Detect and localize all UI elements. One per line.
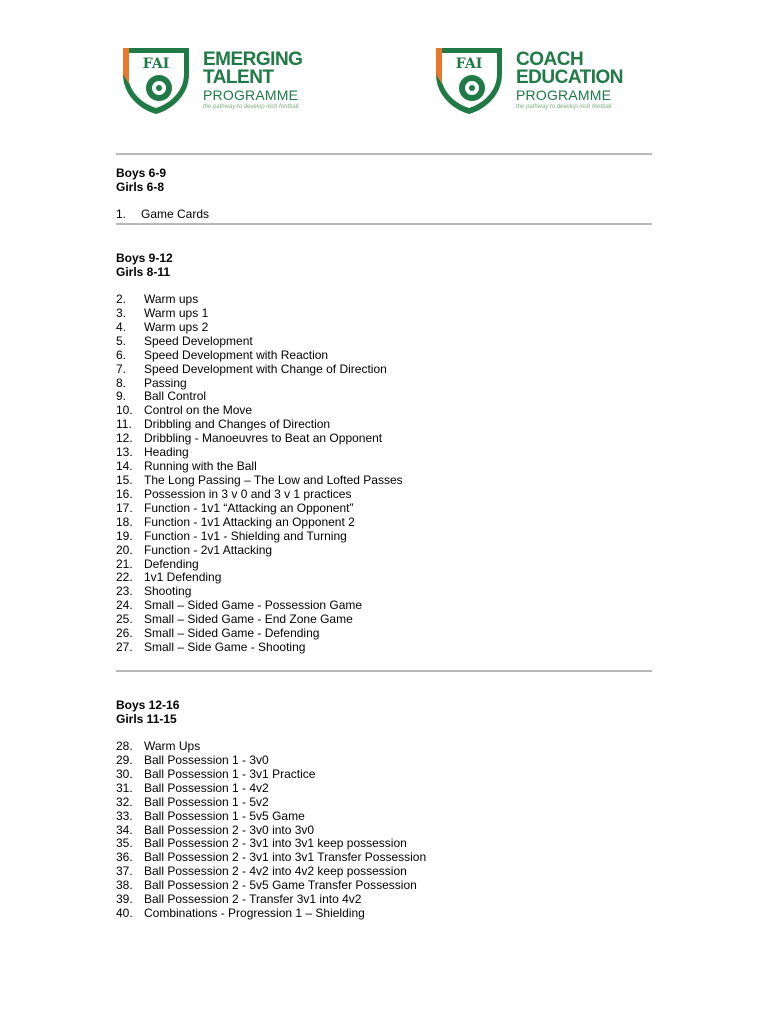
- item-title: Speed Development with Reaction: [144, 347, 329, 362]
- item-title: Ball Control: [144, 389, 207, 404]
- item-title: Ball Possession 2 - 3v0 into 3v0: [144, 822, 315, 837]
- list-item: [116, 865, 656, 879]
- list-item: [116, 754, 656, 768]
- item-number: 19.: [116, 528, 133, 543]
- item-number: 35.: [116, 836, 133, 851]
- item-number: 16.: [116, 486, 133, 501]
- item-title: Combinations - Progression 1 – Shielding: [144, 906, 365, 921]
- item-title: The Long Passing – The Low and Lofted Passes: [144, 472, 403, 487]
- item-number: 15.: [116, 472, 133, 487]
- item-number: 29.: [116, 752, 133, 767]
- crest-text: FAI: [142, 56, 170, 72]
- list-item: [116, 585, 656, 599]
- item-number: 9.: [116, 389, 127, 404]
- item-title: Shooting: [144, 584, 192, 599]
- logo-tagline: the pathway to develop irish football: [203, 104, 299, 110]
- section-divider: [116, 223, 652, 225]
- list-item: [116, 460, 656, 474]
- item-title: Ball Possession 1 - 3v1 Practice: [144, 766, 316, 781]
- group-label-boys: Boys 6-9: [116, 166, 167, 180]
- emerging-talent-logo: [119, 44, 302, 116]
- list-item: [116, 474, 656, 488]
- logo-subtitle: PROGRAMME: [516, 87, 612, 103]
- list-item: [116, 363, 656, 377]
- section-boys-12-16: [116, 698, 656, 921]
- item-title: 1v1 Defending: [144, 570, 222, 585]
- logo-title-line1: EMERGING: [203, 49, 303, 70]
- list-item: [116, 879, 656, 893]
- item-title: Function - 1v1 “Attacking an Opponent”: [144, 500, 354, 515]
- list-item: [116, 893, 656, 907]
- list-item: [116, 740, 656, 754]
- item-number: 12.: [116, 431, 133, 446]
- item-title: Ball Possession 1 - 3v0: [144, 752, 269, 767]
- item-title: Ball Possession 2 - 5v5 Game Transfer Possession: [144, 878, 417, 893]
- item-number: 40.: [116, 906, 133, 921]
- item-number: 13.: [116, 445, 133, 460]
- item-number: 24.: [116, 598, 133, 613]
- list-item: [116, 404, 656, 418]
- logo-title-line2: TALENT: [203, 67, 274, 88]
- item-title: Small – Sided Game - End Zone Game: [144, 612, 353, 627]
- item-number: 32.: [116, 794, 133, 809]
- item-number: 17.: [116, 500, 133, 515]
- list-item: [116, 810, 656, 824]
- item-number: 33.: [116, 808, 133, 823]
- list-item: [116, 390, 656, 404]
- item-title: Small – Sided Game - Defending: [144, 626, 320, 641]
- list-item: [116, 613, 656, 627]
- list-item: [116, 558, 656, 572]
- list-item: [116, 321, 656, 335]
- item-title: Running with the Ball: [144, 459, 257, 474]
- item-title: Possession in 3 v 0 and 3 v 1 practices: [144, 486, 352, 501]
- session-list: [116, 208, 656, 222]
- item-number: 37.: [116, 864, 133, 879]
- item-title: Ball Possession 2 - 3v1 into 3v1 keep possession: [144, 836, 407, 851]
- list-item: [116, 502, 656, 516]
- item-title: Ball Possession 1 - 5v5 Game: [144, 808, 305, 823]
- item-number: 23.: [116, 584, 133, 599]
- list-item: [116, 516, 656, 530]
- group-label-boys: Boys 9-12: [116, 251, 173, 265]
- list-item: [116, 446, 656, 460]
- list-item: [116, 571, 656, 585]
- group-label-boys: Boys 12-16: [116, 698, 180, 712]
- list-item: [116, 418, 656, 432]
- item-number: 8.: [116, 375, 127, 390]
- item-title: Ball Possession 1 - 4v2: [144, 780, 269, 795]
- item-title: Speed Development with Change of Direction: [144, 361, 387, 376]
- section-divider: [116, 670, 652, 672]
- logo-title-line2: EDUCATION: [516, 67, 624, 88]
- logo-title-line1: COACH: [516, 49, 584, 70]
- section-boys-6-9: [116, 166, 656, 222]
- coach-education-logo: [432, 44, 623, 116]
- list-item: [116, 335, 656, 349]
- list-item: [116, 432, 656, 446]
- list-item: [116, 377, 656, 391]
- list-item: [116, 782, 656, 796]
- item-number: 21.: [116, 556, 133, 571]
- item-number: 22.: [116, 570, 133, 585]
- item-number: 11.: [116, 417, 132, 432]
- item-number: 25.: [116, 612, 133, 627]
- item-number: 2.: [116, 292, 127, 306]
- group-label-girls: Girls 8-11: [116, 265, 171, 279]
- session-list: [116, 293, 656, 655]
- list-item: [116, 907, 656, 921]
- item-number: 7.: [116, 361, 127, 376]
- group-label-girls: Girls 6-8: [116, 180, 165, 194]
- session-list: [116, 740, 656, 921]
- group-label-girls: Girls 11-15: [116, 712, 177, 726]
- item-title: Function - 1v1 - Shielding and Turning: [144, 528, 347, 543]
- item-title: Ball Possession 2 - 3v1 into 3v1 Transfer Possession: [144, 850, 427, 865]
- item-title: Ball Possession 2 - 4v2 into 4v2 keep possession: [144, 864, 407, 879]
- item-title: Ball Possession 1 - 5v2: [144, 794, 269, 809]
- list-item: [116, 796, 656, 810]
- list-item: [116, 307, 656, 321]
- item-number: 27.: [116, 640, 133, 655]
- section-boys-9-12: [116, 251, 656, 655]
- item-number: 31.: [116, 780, 133, 795]
- item-title: Speed Development: [144, 333, 253, 348]
- item-number: 3.: [116, 305, 127, 320]
- list-item: [116, 824, 656, 838]
- item-number: 39.: [116, 892, 133, 907]
- item-number: 38.: [116, 878, 133, 893]
- item-number: 20.: [116, 542, 133, 557]
- item-number: 1.: [116, 207, 127, 221]
- list-item: [116, 837, 656, 851]
- item-title: Small – Side Game - Shooting: [144, 640, 306, 655]
- item-number: 34.: [116, 822, 133, 837]
- list-item: [116, 530, 656, 544]
- item-title: Control on the Move: [144, 403, 253, 418]
- item-number: 28.: [116, 739, 133, 753]
- item-number: 5.: [116, 333, 127, 348]
- item-number: 18.: [116, 514, 133, 529]
- item-title: Heading: [144, 445, 189, 460]
- list-item: [116, 488, 656, 502]
- item-number: 14.: [116, 459, 133, 474]
- list-item: [116, 349, 656, 363]
- item-title: Ball Possession 2 - Transfer 3v1 into 4v2: [144, 892, 362, 907]
- item-title: Warm ups 2: [144, 319, 209, 334]
- item-title: Dribbling and Changes of Direction: [144, 417, 331, 432]
- item-number: 6.: [116, 347, 127, 362]
- item-title: Warm ups: [144, 292, 199, 306]
- item-title: Passing: [144, 375, 187, 390]
- list-item: [116, 851, 656, 865]
- item-number: 36.: [116, 850, 133, 865]
- list-item: [116, 293, 656, 307]
- fai-crest-icon: [432, 44, 506, 116]
- list-item: [116, 599, 656, 613]
- item-title: Defending: [144, 556, 199, 571]
- list-item: [116, 544, 656, 558]
- item-title: Dribbling - Manoeuvres to Beat an Opponent: [144, 431, 383, 446]
- section-divider: [116, 153, 652, 155]
- logo-subtitle: PROGRAMME: [203, 87, 299, 103]
- logo-tagline: the pathway to develop irish football: [516, 104, 612, 110]
- item-title: Warm Ups: [144, 739, 201, 753]
- fai-crest-icon: [119, 44, 193, 116]
- crest-text: FAI: [455, 56, 483, 72]
- item-number: 30.: [116, 766, 133, 781]
- item-title: Game Cards: [141, 207, 210, 221]
- item-number: 10.: [116, 403, 133, 418]
- item-number: 26.: [116, 626, 133, 641]
- item-title: Function - 2v1 Attacking: [144, 542, 273, 557]
- item-number: 4.: [116, 319, 127, 334]
- list-item: [116, 627, 656, 641]
- list-item: [116, 768, 656, 782]
- list-item: [116, 208, 656, 222]
- list-item: [116, 641, 656, 655]
- item-title: Function - 1v1 Attacking an Opponent 2: [144, 514, 355, 529]
- item-title: Warm ups 1: [144, 305, 209, 320]
- item-title: Small – Sided Game - Possession Game: [144, 598, 363, 613]
